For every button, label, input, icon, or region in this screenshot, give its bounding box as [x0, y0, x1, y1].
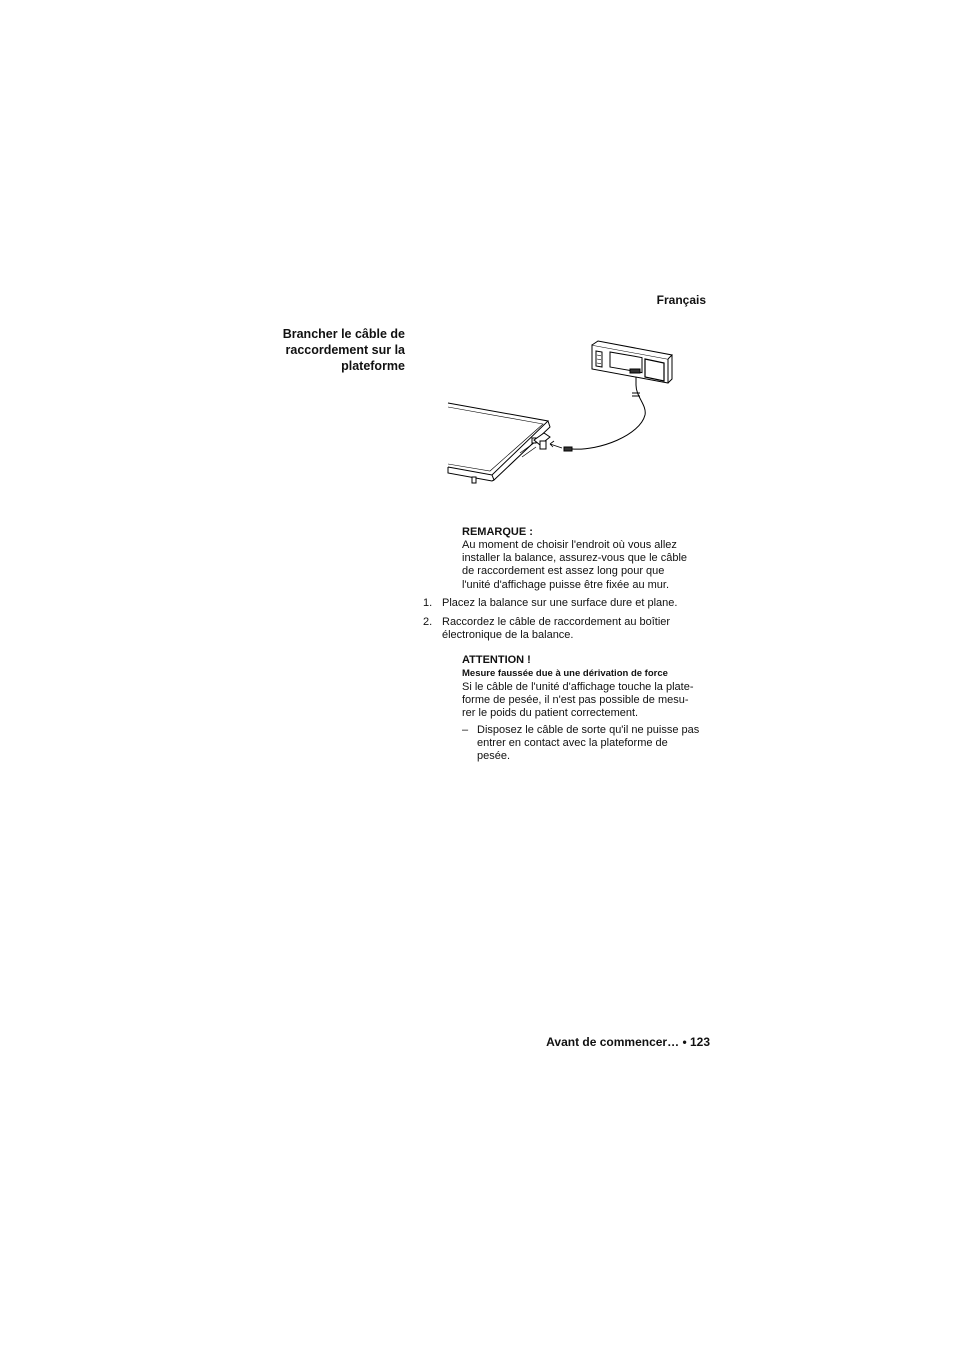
display-connector [630, 369, 640, 373]
step-text [442, 597, 713, 610]
attention-line: forme de pesée, il n'est pas possible de mesu- [462, 694, 689, 707]
language-label: Français [656, 293, 706, 307]
step-number: 2. [423, 616, 433, 629]
step-text [442, 616, 713, 642]
note-text [462, 539, 712, 592]
step-line: électronique de la balance. [442, 629, 574, 642]
attention-block [462, 653, 712, 763]
attention-instruction [462, 724, 712, 764]
instruction-text [477, 724, 699, 764]
section-heading [260, 326, 405, 374]
platform-foot [472, 477, 476, 483]
note-block [462, 525, 712, 592]
note-line: installer la balance, assurez-vous que le câble [462, 552, 688, 565]
step-item [423, 597, 713, 610]
dash-marker: – [462, 723, 469, 736]
heading-line: plateforme [341, 359, 405, 373]
step-item [423, 616, 713, 642]
attention-subtitle: Mesure faussée due à une dérivation de force [462, 668, 668, 679]
note-line: l'unité d'affichage puisse être fixée au mur. [462, 578, 670, 591]
attention-title: ATTENTION ! [462, 654, 531, 666]
cable-plug [564, 447, 572, 451]
note-title: REMARQUE : [462, 526, 533, 538]
page-footer: Avant de commencer… • 123 [546, 1035, 710, 1049]
display-buttons [596, 351, 602, 367]
note-line: Au moment de choisir l'endroit où vous allez [462, 539, 677, 551]
attention-line: Si le câble de l'unité d'affichage touche la plate- [462, 681, 694, 693]
connection-cable [572, 385, 645, 449]
attention-line: rer le poids du patient correctement. [462, 707, 639, 720]
step-line: Placez la balance sur une surface dure et plane. [442, 597, 678, 609]
steps-list [423, 597, 713, 649]
connector-port [540, 441, 546, 449]
attention-text [462, 681, 712, 721]
instruction-line: Disposez le câble de sorte qu'il ne puisse pas [477, 723, 700, 736]
insert-arrow [550, 441, 562, 448]
display-window [645, 359, 664, 381]
instruction-line: entrer en contact avec la plateforme de [477, 736, 668, 749]
platform-cable-illustration [440, 335, 690, 500]
instruction-line: pesée. [477, 750, 511, 763]
note-line: de raccordement est assez long pour que [462, 565, 665, 578]
heading-line: raccordement sur la [285, 343, 405, 357]
step-number: 1. [423, 597, 433, 609]
heading-line: Brancher le câble de [282, 327, 405, 341]
step-line: Raccordez le câble de raccordement au boîtier [442, 616, 671, 629]
